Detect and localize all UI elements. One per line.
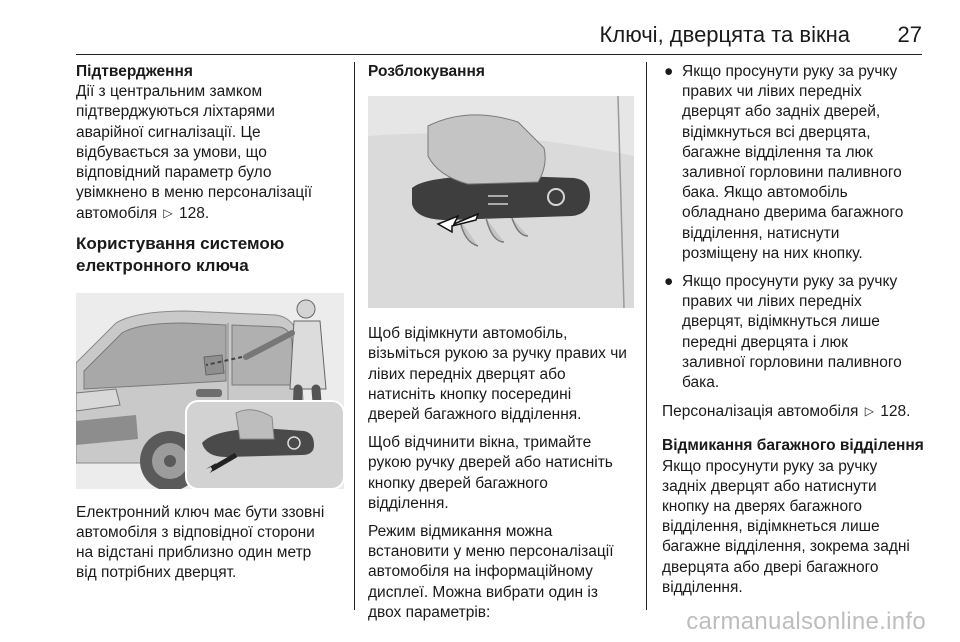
heading-unlocking: Розблокування: [368, 63, 485, 80]
text-line: відімкнуться всі дверцята,: [682, 123, 871, 141]
text-line: правих чи лівих передніх: [682, 83, 862, 101]
text-line: відповідний параметр було: [76, 164, 272, 182]
section-title: Ключі, дверцята та вікна: [599, 22, 850, 47]
text-line: кнопку на дверях багажного: [662, 498, 863, 516]
text-line: багажне відділення та люк: [682, 143, 873, 161]
text-line: відділення, натиснути: [682, 224, 840, 242]
door-handle-image: [368, 96, 634, 308]
car-key-illustration: [76, 293, 344, 489]
text-line: кнопку дверей багажного: [368, 474, 548, 492]
text-line: відділення, відімкнеться лише: [662, 518, 880, 536]
text-line: на відстані приблизно один метр: [76, 544, 312, 562]
text-line: Якщо просунути руку за ручку: [662, 457, 878, 475]
text-line: дверцята або двері багажного: [662, 558, 879, 576]
text-line: задніх дверцят або натиснути: [662, 477, 877, 495]
column-divider-1: [354, 62, 355, 610]
heading-line: електронного ключа: [76, 255, 249, 275]
heading-line: Користування системою: [76, 233, 285, 253]
text-line: автомобіля на інформаційному: [368, 563, 593, 581]
trunk-unlock-paragraph: [662, 457, 928, 598]
unlock-options-list: [662, 62, 928, 393]
door-handle-illustration: [368, 96, 634, 308]
text-line: відділення.: [368, 494, 449, 512]
heading-electronic-key: [76, 233, 344, 277]
text-line: увімкнено в меню персоналізації: [76, 184, 313, 202]
heading-trunk-unlock: Відмикання багажного відділення: [662, 437, 924, 455]
car-with-person-image: [76, 293, 344, 489]
text-line: бака. Якщо автомобіль: [682, 184, 848, 202]
text-line: передні дверцята і люк: [682, 333, 848, 351]
header-divider: [76, 54, 922, 55]
column-1: [76, 62, 344, 583]
text-line: Якщо просунути руку за ручку: [682, 273, 898, 291]
bullet-icon: ●: [664, 63, 674, 80]
personalization-reference: [662, 401, 928, 422]
text-fragment: автомобіля: [76, 205, 158, 223]
text-line: відбувається за умови, що: [76, 143, 267, 161]
text-line: розміщену на них кнопку.: [682, 244, 863, 262]
text-line: візьміться рукою за ручку правих чи: [368, 345, 627, 363]
bullet-icon: ●: [664, 273, 674, 291]
list-item: [662, 272, 928, 393]
text-line: обладнано дверима багажного: [682, 204, 904, 222]
heading-confirmation: Підтвердження: [76, 63, 193, 80]
text-line: натисніть кнопку посередині: [368, 385, 572, 403]
page-ref-arrow-icon: ▷: [163, 206, 173, 221]
text-line: двох параметрів:: [368, 603, 491, 621]
unlock-paragraph-1: [368, 324, 636, 425]
list-item: [662, 62, 928, 264]
text-line: багажне відділення, зокрема задні: [662, 538, 910, 556]
text-line: Щоб відчинити вікна, тримайте: [368, 434, 592, 452]
text-line: лівих передніх дверцят або: [368, 365, 566, 383]
unlock-paragraph-3: [368, 522, 636, 623]
page-reference[interactable]: 128.: [880, 403, 911, 421]
text-line: дверцят, відімкнуться лише: [682, 313, 880, 331]
text-line: заливної горловини паливного: [682, 353, 902, 371]
text-line: дисплеї. Можна вибрати один із: [368, 583, 598, 601]
text-line: встановити у меню персоналізації: [368, 543, 614, 561]
text-line: рукою ручку дверей або натисніть: [368, 454, 613, 472]
text-line: дверей багажного відділення.: [368, 406, 582, 424]
text-line: заливної горловини паливного: [682, 164, 902, 182]
text-fragment: Персоналізація автомобіля: [662, 403, 859, 421]
text-line: Щоб відімкнути автомобіль,: [368, 325, 568, 343]
text-line: Дії з центральним замком: [76, 83, 263, 101]
text-line: Електронний ключ має бути ззовні: [76, 503, 325, 521]
column-2: [368, 62, 636, 623]
column-3: [662, 62, 928, 598]
text-line: [76, 203, 344, 224]
text-line: бака.: [682, 374, 720, 392]
page-ref-arrow-icon: ▷: [864, 404, 874, 419]
text-line: аварійної сигналізації. Це: [76, 123, 261, 141]
confirmation-paragraph: [76, 82, 344, 224]
text-line: Якщо просунути руку за ручку: [682, 63, 898, 80]
text-line: підтверджуються ліхтарями: [76, 103, 275, 121]
text-line: правих чи лівих передніх: [682, 293, 862, 311]
watermark: carmanualsonline.info: [686, 608, 926, 635]
electronic-key-caption: [76, 503, 344, 584]
column-divider-2: [646, 62, 647, 610]
page-reference[interactable]: 128.: [178, 205, 210, 223]
page-number: 27: [897, 22, 922, 47]
text-line: відділення.: [662, 578, 743, 596]
page-header: [0, 0, 960, 54]
text-line: автомобіля з відповідної сторони: [76, 523, 315, 541]
text-line: від потрібних дверцят.: [76, 564, 237, 582]
text-line: Режим відмикання можна: [368, 523, 553, 541]
text-line: дверцят або задніх дверей,: [682, 103, 881, 121]
unlock-paragraph-2: [368, 433, 636, 514]
